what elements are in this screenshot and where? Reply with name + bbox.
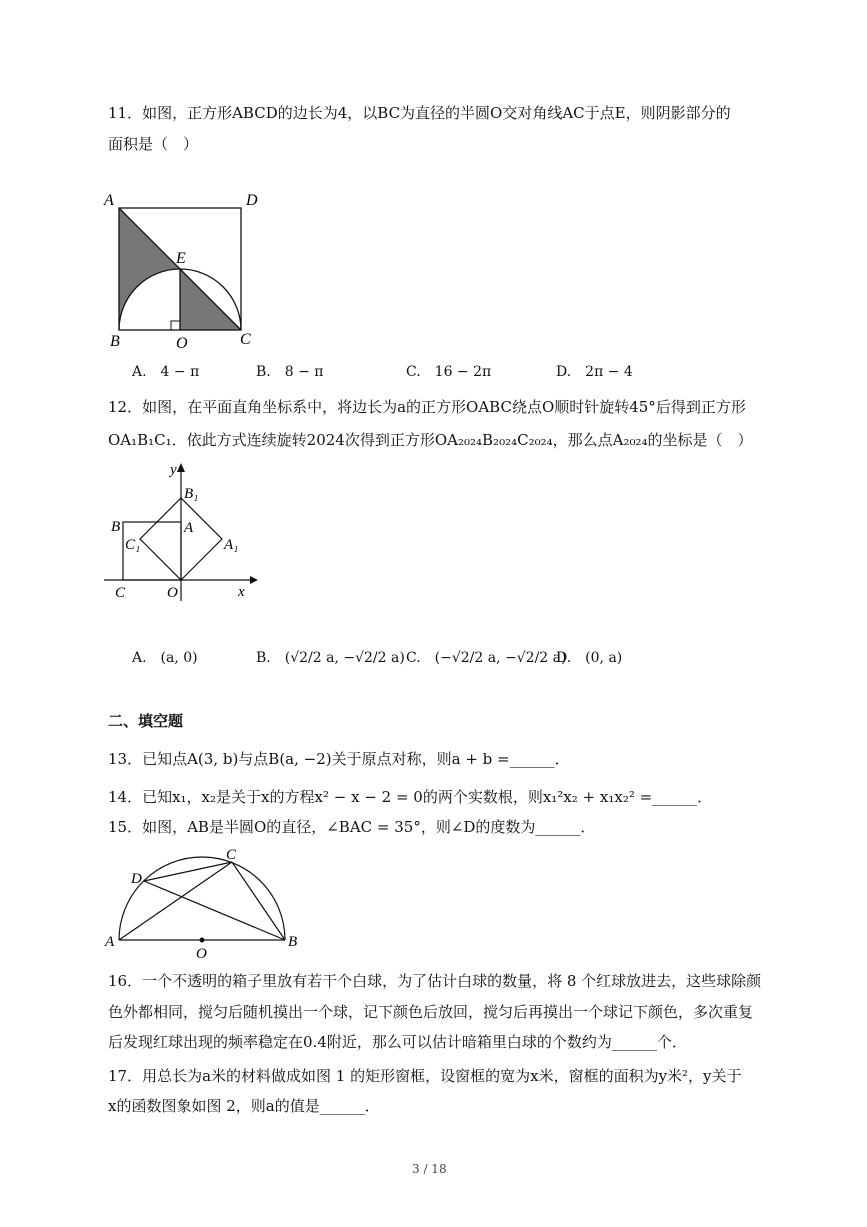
q15-text: 15．如图，AB是半圆O的直径，∠BAC = 35°，则∠D的度数为______． [108,818,596,836]
q15-semicircle [119,857,285,940]
q12-label-b: B [111,519,121,535]
q12-label-c1: C₁ [125,537,141,553]
q15-label-d: D [131,871,142,887]
q15-label-b: B [288,934,298,950]
q12-x-arrow [250,576,258,584]
q12-y-arrow [177,463,185,472]
q15-label-c: C [226,847,237,863]
q14-text: 14．已知x₁，x₂是关于x的方程x² − x − 2 = 0的两个实数根，则x₁²x₂ + x₁x₂² =______． [108,788,713,806]
page-number: 3 / 18 [412,1162,447,1176]
q12-label-b1: B₁ [184,486,199,502]
q12-option-b: B. (√2/2 a, −√2/2 a) [256,650,405,666]
q12-line2: OA₁B₁C₁．依此方式连续旋转2024次得到正方形OA₂₀₂₄B₂₀₂₄C₂₀₂₄，那么点A₂₀₂₄的坐标是（ ） [108,431,753,449]
q16-line2: 色外都相同，搅匀后随机摸出一个球，记下颜色后放回，搅匀后再摸出一个球记下颜色，多次重复 [108,1003,754,1021]
q15-label-o: O [196,946,207,962]
q12-option-d: D. (0, a) [556,650,623,666]
q11-label-c: C [240,331,251,348]
q12-label-x: x [238,584,245,600]
q12-label-c: C [115,585,126,601]
q15-figure [100,845,305,963]
q16-line1: 16．一个不透明的箱子里放有若干个白球，为了估计白球的数量，将 8 个红球放进去，这些球除颜 [108,972,762,990]
q11-option-b: B. 8 − π [256,364,324,380]
q12-line1: 12．如图，在平面直角坐标系中，将边长为a的正方形OABC绕点O顺时针旋转45°后得到正方形 [108,398,746,416]
q11-figure [100,188,275,353]
q15-center-dot [200,938,205,943]
q12-label-o: O [167,585,178,601]
q12-option-c: C. (−√2/2 a, −√2/2 a) [406,650,567,666]
section-title: 二、填空题 [108,712,184,730]
q15-label-a: A [105,934,115,950]
q12-label-a: A [184,520,194,536]
q11-label-d: D [246,192,258,209]
q11-label-a: A [104,192,114,209]
q12-figure [100,458,265,603]
q11-right-angle [171,321,180,330]
q11-label-b: B [110,333,120,350]
q16-line3: 后发现红球出现的频率稳定在0.4附近，那么可以估计暗箱里白球的个数约为______个． [108,1033,687,1051]
q12-option-a: A. (a, 0) [132,650,198,666]
q13-text: 13．已知点A(3, b)与点B(a, −2)关于原点对称，则a + b =______． [108,750,570,768]
q11-line2: 面积是（ ） [108,135,199,153]
q12-label-a1: A₁ [224,537,239,553]
q11-option-a: A. 4 − π [132,364,200,380]
q11-label-o: O [176,335,188,352]
q15-chord-db [144,881,285,940]
q17-line2: x的函数图象如图 2，则a的值是______． [108,1097,380,1115]
q11-option-c: C. 16 − 2π [406,364,492,380]
q11-label-e: E [176,250,186,267]
q11-option-d: D. 2π − 4 [556,364,633,380]
q11-line1: 11．如图，正方形ABCD的边长为4，以BC为直径的半圆O交对角线AC于点E，则阴影部分的 [108,104,731,122]
q17-line1: 17．用总长为a米的材料做成如图 1 的矩形窗框，设窗框的宽为x米，窗框的面积为y米²，y关于 [108,1067,742,1085]
q12-label-y: y [170,462,177,478]
